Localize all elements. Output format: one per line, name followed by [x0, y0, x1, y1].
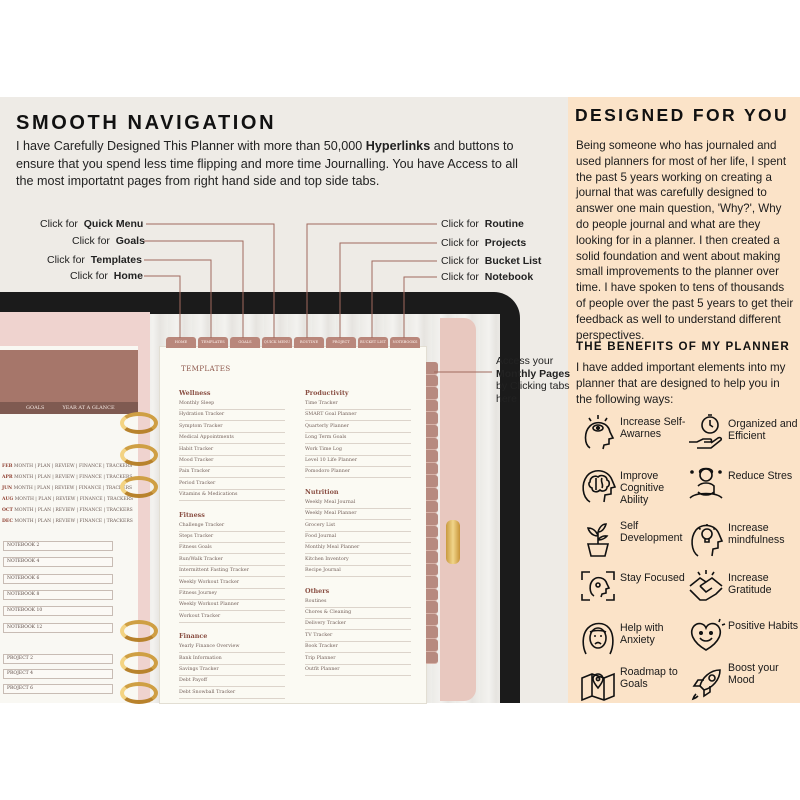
- month-side-tab[interactable]: [426, 387, 438, 400]
- rocket-icon: [686, 664, 726, 704]
- benefit-boost-mood: Boost your Mood: [686, 660, 798, 710]
- month-link-row[interactable]: [2, 475, 133, 480]
- template-link[interactable]: Run/Walk Tracker: [179, 555, 285, 566]
- callout-goals: Click for Goals: [72, 235, 145, 247]
- top-tab-quick-menu[interactable]: QUICK MENU: [262, 337, 292, 348]
- callout-projects: Click for Projects: [441, 237, 527, 249]
- month-side-tab[interactable]: [426, 601, 438, 614]
- template-link[interactable]: Weekly Meal Journal: [305, 498, 411, 509]
- template-link[interactable]: Quarterly Planner: [305, 422, 411, 433]
- top-tab-goals[interactable]: GOALS: [230, 337, 260, 348]
- template-link[interactable]: Habit Tracker: [179, 445, 285, 456]
- benefit-reduce-stress: Reduce Stres: [686, 460, 798, 510]
- notebook-link[interactable]: NOTEBOOK 8: [3, 590, 113, 600]
- month-side-tab[interactable]: [426, 501, 438, 514]
- left-page-banner: [0, 350, 138, 410]
- template-section-title: Others: [305, 586, 330, 595]
- template-link[interactable]: Grocery List: [305, 521, 411, 532]
- month-link-row[interactable]: [2, 519, 133, 524]
- top-tab-home[interactable]: HOME: [166, 337, 196, 348]
- project-link[interactable]: PROJECT 6: [3, 684, 113, 694]
- month-links[interactable]: MONTH | PLAN | REVIEW | FINANCE | TRACKERS: [13, 464, 133, 469]
- callout-bucket-list: Click for Bucket List: [441, 255, 542, 267]
- anxious-face-icon: [578, 616, 618, 656]
- template-link[interactable]: Workout Tracker: [179, 612, 285, 623]
- benefit-positive-habits: Positive Habits: [686, 612, 798, 662]
- heart-smile-icon: [686, 616, 726, 656]
- template-link[interactable]: Trip Planner: [305, 654, 411, 665]
- callout-home: Click for Home: [70, 270, 143, 282]
- notebook-link[interactable]: NOTEBOOK 2: [3, 541, 113, 551]
- top-navigation-tabs: [166, 337, 420, 348]
- template-link[interactable]: Delivery Tracker: [305, 619, 411, 630]
- benefit-self-awareness: Increase Self-Awarnes: [578, 408, 690, 458]
- year-at-a-glance-tab[interactable]: YEAR AT A GLANCE: [62, 405, 115, 411]
- template-link[interactable]: Routines: [305, 597, 411, 608]
- template-link[interactable]: Pain Tracker: [179, 467, 285, 478]
- template-link[interactable]: Medical Appointments: [179, 433, 285, 444]
- benefit-cognitive: Improve Cognitive Ability: [578, 460, 690, 510]
- callout-routine: Click for Routine: [441, 218, 524, 230]
- month-links[interactable]: MONTH | PLAN | REVIEW | FINANCE | TRACKERS: [14, 475, 133, 480]
- template-section-title: Finance: [179, 632, 208, 641]
- benefit-gratitude: Increase Gratitude: [686, 562, 798, 612]
- notebook-link[interactable]: NOTEBOOK 10: [3, 606, 113, 616]
- plant-pot-icon: [578, 518, 618, 558]
- month-side-tab[interactable]: [426, 362, 438, 375]
- month-side-tab[interactable]: [426, 513, 438, 526]
- binder-cover-right: [440, 318, 476, 701]
- month-side-tab[interactable]: [426, 652, 438, 665]
- template-link[interactable]: Mood Tracker: [179, 456, 285, 467]
- benefit-anxiety: Help with Anxiety: [578, 612, 690, 662]
- template-link[interactable]: Vitamins & Medications: [179, 490, 285, 501]
- template-link[interactable]: Weekly Workout Tracker: [179, 578, 285, 589]
- month-side-tab[interactable]: [426, 526, 438, 539]
- month-label: AUG: [2, 497, 14, 502]
- template-section-title: Wellness: [179, 389, 211, 397]
- notebook-link[interactable]: NOTEBOOK 6: [3, 574, 113, 584]
- top-tab-routine[interactable]: ROUTINE: [294, 337, 324, 348]
- template-link[interactable]: Level 10 Life Planner: [305, 456, 411, 467]
- month-side-tab[interactable]: [426, 400, 438, 413]
- template-link[interactable]: Yearly Finance Overview: [179, 642, 285, 653]
- template-link[interactable]: Weekly Meal Planner: [305, 509, 411, 520]
- template-link[interactable]: Bank Information: [179, 654, 285, 665]
- template-link[interactable]: Challenge Tracker: [179, 521, 285, 532]
- template-link[interactable]: Monthly Sleep: [179, 399, 285, 410]
- month-label: JUN: [2, 486, 13, 491]
- monthly-pages-callout: Access your Monthly Pages by Clicking tabs here: [496, 355, 571, 405]
- month-link-row[interactable]: [2, 497, 133, 502]
- project-link[interactable]: PROJECT 4: [3, 669, 113, 679]
- template-link[interactable]: SMART Goal Planner: [305, 410, 411, 421]
- template-link[interactable]: Long Term Goals: [305, 433, 411, 444]
- template-link[interactable]: Weekly Workout Planner: [179, 600, 285, 611]
- month-link-row[interactable]: [2, 508, 133, 513]
- template-link[interactable]: Steps Tracker: [179, 532, 285, 543]
- template-link[interactable]: Hydration Tracker: [179, 410, 285, 421]
- template-link[interactable]: Debt Payoff: [179, 676, 285, 687]
- designed-for-you-heading: DESIGNED FOR YOU: [575, 105, 790, 125]
- benefit-self-development: Self Development: [578, 514, 690, 564]
- clock-hand-icon: [686, 412, 726, 452]
- smooth-navigation-heading: SMOOTH NAVIGATION: [16, 112, 277, 134]
- template-link[interactable]: Savings Tracker: [179, 665, 285, 676]
- template-link[interactable]: Debt Snowball Tracker: [179, 688, 285, 699]
- month-side-tab[interactable]: [426, 589, 438, 602]
- lightbulb-head-icon: [686, 518, 726, 558]
- month-side-tab[interactable]: [426, 438, 438, 451]
- month-side-tab[interactable]: [426, 450, 438, 463]
- callout-quick-menu: Click for Quick Menu: [40, 218, 144, 230]
- month-side-tab[interactable]: [426, 488, 438, 501]
- template-section-title: Fitness: [179, 510, 205, 519]
- month-link-row[interactable]: [2, 486, 132, 491]
- callout-notebook: Click for Notebook: [441, 271, 534, 283]
- benefit-mindfulness: Increase mindfulness: [686, 514, 798, 564]
- template-link[interactable]: Pomodoro Planner: [305, 467, 411, 478]
- benefit-organized: Organized and Efficient: [686, 408, 798, 458]
- month-side-tab[interactable]: [426, 475, 438, 488]
- template-link[interactable]: Outfit Planner: [305, 665, 411, 676]
- notebook-link[interactable]: NOTEBOOK 4: [3, 557, 113, 567]
- month-side-tab[interactable]: [426, 538, 438, 551]
- template-link[interactable]: Recipe Journal: [305, 566, 411, 577]
- template-link[interactable]: TV Tracker: [305, 631, 411, 642]
- template-link[interactable]: Time Tracker: [305, 399, 411, 410]
- month-links[interactable]: MONTH | PLAN | REVIEW | FINANCE | TRACKERS: [14, 519, 133, 524]
- template-link[interactable]: Fitness Goals: [179, 543, 285, 554]
- third-eye-icon: [578, 412, 618, 452]
- top-tab-templates[interactable]: TEMPLATES: [198, 337, 228, 348]
- template-link[interactable]: Book Tracker: [305, 642, 411, 653]
- benefit-roadmap: Roadmap to Goals: [578, 660, 690, 710]
- meditation-icon: [686, 464, 726, 504]
- template-link[interactable]: Work Time Log: [305, 445, 411, 456]
- left-page-header-tabs[interactable]: [0, 402, 138, 414]
- month-link-row[interactable]: [2, 464, 132, 469]
- template-section-title: Productivity: [305, 389, 349, 397]
- month-side-tab[interactable]: [426, 639, 438, 652]
- top-tab-notebooks[interactable]: NOTEBOOKS: [390, 337, 420, 348]
- month-label: OCT: [2, 508, 13, 513]
- binder-clasp: [446, 520, 460, 564]
- benefits-intro: I have added important elements into my planner that are designed to help you in the following ways:: [576, 361, 786, 406]
- month-label: APR: [2, 475, 13, 480]
- callout-templates: Click for Templates: [47, 254, 142, 266]
- month-side-tab[interactable]: [426, 463, 438, 476]
- goals-tab[interactable]: GOALS: [26, 405, 45, 411]
- month-label: DEC: [2, 519, 13, 524]
- project-link[interactable]: PROJECT 2: [3, 654, 113, 664]
- notebook-link[interactable]: NOTEBOOK 12: [3, 623, 113, 633]
- month-side-tab[interactable]: [426, 576, 438, 589]
- template-section-title: Nutrition: [305, 487, 339, 496]
- brain-head-icon: [578, 464, 618, 504]
- month-side-tab[interactable]: [426, 564, 438, 577]
- navigation-intro: I have Carefully Designed This Planner with more than 50,000 Hyperlinks and buttons to ensure that you spend less time flipping and more time Journalling. You have Access to all the most importatnt pages from right hand side and top side tabs.: [16, 139, 518, 188]
- template-link[interactable]: Fitness Journey: [179, 589, 285, 600]
- month-side-tab[interactable]: [426, 551, 438, 564]
- month-side-tab[interactable]: [426, 375, 438, 388]
- template-link[interactable]: Intermittent Fasting Tracker: [179, 566, 285, 577]
- template-link[interactable]: Chores & Cleaning: [305, 608, 411, 619]
- hands-together-icon: [686, 566, 726, 606]
- month-links[interactable]: MONTH | PLAN | REVIEW | FINANCE | TRACKERS: [14, 497, 134, 502]
- month-label: FEB: [2, 464, 13, 469]
- month-side-tab[interactable]: [426, 425, 438, 438]
- template-link[interactable]: Symptom Tracker: [179, 422, 285, 433]
- benefit-focus: Stay Focused: [578, 562, 690, 612]
- month-links[interactable]: MONTH | PLAN | REVIEW | FINANCE | TRACKERS: [13, 486, 133, 491]
- template-link[interactable]: Monthly Meal Planner: [305, 543, 411, 554]
- templates-page-title: TEMPLATES: [181, 364, 231, 373]
- benefits-heading: THE BENEFITS OF MY PLANNER: [576, 340, 790, 353]
- map-pin-icon: [578, 664, 618, 704]
- top-tab-bucket-list[interactable]: BUCKET LIST: [358, 337, 388, 348]
- template-link[interactable]: Food Journal: [305, 532, 411, 543]
- month-links[interactable]: MONTH | PLAN | REVIEW | FINANCE | TRACKERS: [14, 508, 133, 513]
- template-link[interactable]: Period Tracker: [179, 479, 285, 490]
- template-link[interactable]: Kitchen Inventory: [305, 555, 411, 566]
- designer-story-paragraph: Being someone who has journaled and used planners for most of her life, I spent the past 5 years working on creating a journal that was carefully designed to answer one main question, 'Why?', Why do people journal and what are they looking for in a planner. I then created a solid foundation and went about making small improvements to the planner over time. I have spoken to tens of thousands of people over the past 5 years to get their feedback as well to understand different perspectives.: [576, 139, 794, 342]
- monthly-side-tabs: [426, 362, 438, 703]
- top-tab-project[interactable]: PROJECT: [326, 337, 356, 348]
- month-side-tab[interactable]: [426, 412, 438, 425]
- binder-rings: [120, 410, 160, 703]
- month-side-tab[interactable]: [426, 614, 438, 627]
- month-side-tab[interactable]: [426, 626, 438, 639]
- focus-head-icon: [578, 566, 618, 606]
